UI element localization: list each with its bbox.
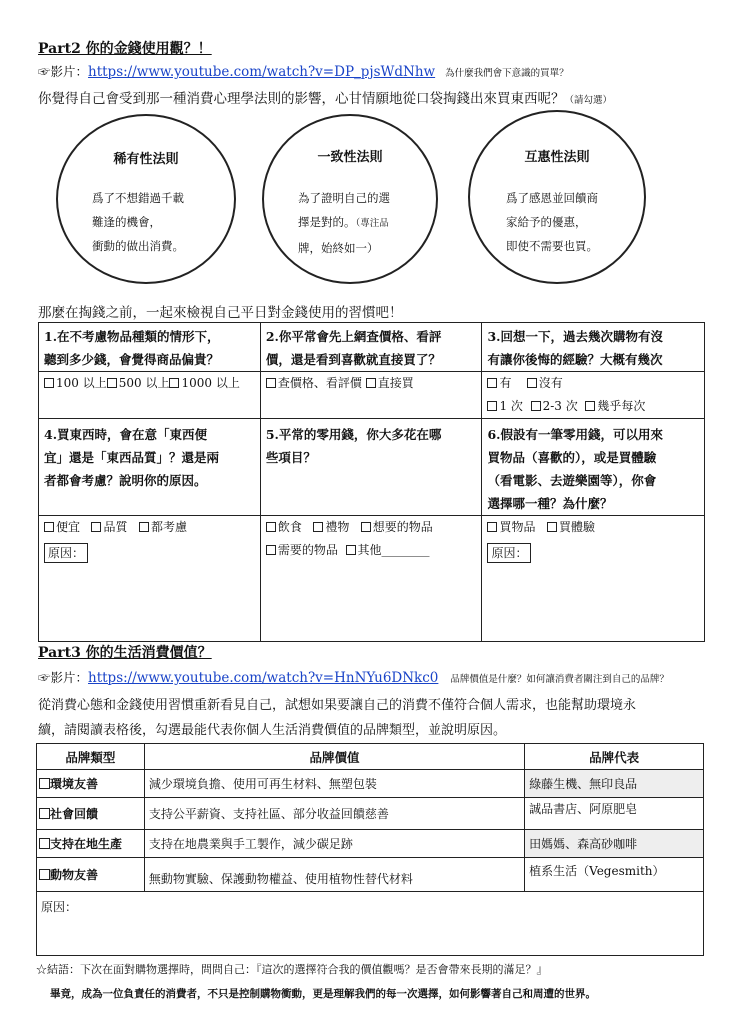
checkbox[interactable]	[44, 378, 54, 388]
option-label: 買體驗	[558, 520, 595, 534]
part2-video-link[interactable]: https://www.youtube.com/watch?v=DP_pjsWdNhw	[88, 64, 436, 80]
q-line: 聽到多少錢，會覺得商品偏貴？	[44, 352, 220, 367]
reason-cell[interactable]	[37, 892, 704, 956]
question-3	[482, 323, 705, 372]
reason-label: 原因：	[487, 543, 531, 563]
type-label: 社會回饋	[50, 807, 99, 821]
q-line: 有讓你後悔的經驗？大概有幾次	[487, 352, 663, 367]
part3-intro-1: 從消費心態和金錢使用習慣重新看見自己，試想如果要讓自己的消費不僅符合個人需求，也能幫助環境永	[38, 698, 637, 713]
brand-example: 誠品書店、阿原肥皂	[525, 798, 704, 830]
checkbox[interactable]	[39, 838, 50, 849]
option-label: 1000 以上	[181, 376, 240, 390]
brand-value: 支持公平薪資、支持社區、部分收益回饋慈善	[144, 798, 524, 830]
part2-video-note: 為什麼我們會下意識的買單？	[445, 68, 569, 79]
part2-question	[38, 87, 612, 107]
part3-video-note: 品牌價值是什麼？如何讓消費者關注到自己的品牌？	[450, 674, 669, 685]
reason-label: 原因：	[41, 900, 78, 914]
checkbox[interactable]	[313, 522, 323, 532]
q-line: 3.回想一下，過去幾次購物有沒	[487, 329, 664, 344]
circle-consistency	[262, 114, 438, 284]
part2-heading: Part2 你的金錢使用觀？！	[38, 41, 212, 57]
video-label: ☞影片：	[38, 64, 89, 79]
answer-6	[482, 516, 705, 642]
part3-video-line	[38, 668, 669, 686]
brand-example: 田媽媽、森高砂咖啡	[525, 830, 704, 858]
q-line: 者都會考慮？說明你的原因。	[44, 473, 207, 488]
checkbox[interactable]	[107, 378, 117, 388]
checkbox[interactable]	[366, 378, 376, 388]
option-label: 500 以上	[118, 376, 170, 390]
option-label: 查價格、看評價	[277, 376, 362, 390]
header-value: 品牌價值	[144, 744, 524, 770]
brand-example: 植系生活（Vegesmith）	[525, 858, 704, 892]
q-line: 價，還是看到喜歡就直接買了？	[265, 352, 441, 367]
checkbox[interactable]	[585, 401, 595, 411]
circle-title: 一致性法則	[317, 150, 383, 165]
question-5	[260, 419, 482, 516]
q-line: 2.你平常會先上網查價格、看評	[265, 329, 442, 344]
checkbox[interactable]	[547, 522, 557, 532]
circle-line: 爲了不想錯過千載	[92, 191, 184, 205]
brand-value: 無動物實驗、保護動物權益、使用植物性替代材料	[144, 858, 524, 892]
circle-line: 為了證明自己的選	[298, 191, 390, 205]
circle-line: 衝動的做出消費。	[92, 239, 184, 253]
option-label: 想要的物品	[372, 520, 433, 534]
checkbox[interactable]	[39, 778, 50, 789]
option-label: 禮物	[325, 520, 350, 534]
option-label: 1 次	[499, 399, 523, 413]
q-line: 宜」還是「東西品質」？還是兩	[44, 450, 220, 465]
option-label: 100 以上	[56, 376, 107, 390]
q-line: 買物品（喜歡的），或是買體驗	[487, 450, 657, 465]
circle-line: 牌，始終如一）	[298, 241, 379, 255]
q-line: 些項目？	[265, 450, 316, 465]
checkbox[interactable]	[44, 522, 54, 532]
checkbox[interactable]	[266, 378, 276, 388]
habit-intro: 那麼在掏錢之前，一起來檢視自己平日對金錢使用的習慣吧！	[38, 305, 403, 321]
brand-type	[37, 798, 145, 830]
brand-example: 綠藤生機、無印良品	[525, 770, 704, 798]
checkbox[interactable]	[139, 522, 149, 532]
video-label: ☞影片：	[38, 670, 89, 685]
brand-value: 支持在地農業與手工製作，減少碳足跡	[144, 830, 524, 858]
question-6	[482, 419, 705, 516]
circle-line: 擇是對的。	[298, 215, 356, 229]
part2-question-note: （請勾選）	[564, 95, 613, 106]
part3-heading: Part3 你的生活消費價值？	[38, 645, 212, 661]
circle-reciprocity	[468, 110, 646, 284]
circle-note: （專注品	[355, 218, 389, 229]
option-label: 其他________	[357, 543, 430, 557]
checkbox[interactable]	[487, 378, 497, 388]
checkbox[interactable]	[91, 522, 101, 532]
circle-line-group	[298, 214, 389, 230]
brand-type	[37, 770, 145, 798]
type-label: 環境友善	[50, 777, 99, 791]
brand-table	[36, 743, 704, 956]
option-label: 品質	[103, 520, 128, 534]
answer-1	[39, 372, 261, 419]
circle-line: 難逢的機會，	[92, 215, 161, 229]
habit-table	[38, 322, 705, 642]
brand-type	[37, 830, 145, 858]
option-label: 買物品	[499, 520, 536, 534]
brand-type	[37, 858, 145, 892]
q-line: （看電影、去遊樂園等），你會	[487, 473, 657, 488]
circle-title: 稀有性法則	[113, 152, 179, 167]
type-label: 支持在地生產	[50, 837, 123, 851]
question-4	[39, 419, 261, 516]
option-label: 飲食	[277, 520, 302, 534]
checkbox[interactable]	[361, 522, 371, 532]
reason-label: 原因：	[44, 543, 88, 563]
header-brand: 品牌代表	[525, 744, 704, 770]
q-line: 1.在不考慮物品種類的情形下，	[44, 329, 220, 344]
closing-statement: 畢竟，成為一位負責任的消費者，不只是控制購物衝動，更是理解我們的每一次選擇，如何影響著自己和周遭的世界。	[50, 988, 596, 1000]
circle-line: 家給予的優惠，	[506, 215, 587, 229]
question-2	[260, 323, 482, 372]
conclusion: ☆結語：下次在面對購物選擇時，問問自己：『這次的選擇符合我的價值觀嗎？是否會帶來長期的滿足？』	[36, 963, 548, 976]
part2-video-line	[38, 62, 569, 80]
part3-video-link[interactable]: https://www.youtube.com/watch?v=HnNYu6DNkc0	[88, 670, 439, 686]
circle-title: 互惠性法則	[524, 150, 590, 165]
answer-5	[260, 516, 482, 642]
option-label: 沒有	[538, 376, 563, 390]
checkbox[interactable]	[531, 401, 541, 411]
question-1	[39, 323, 261, 372]
circle-scarcity	[56, 114, 236, 284]
type-label: 動物友善	[50, 868, 99, 882]
option-label: 有	[499, 376, 512, 390]
header-type: 品牌類型	[37, 744, 145, 770]
part2-question-text: 你覺得自己會受到那一種消費心理學法則的影響，心甘情願地從口袋掏錢出來買東西呢？	[38, 91, 565, 107]
checkbox[interactable]	[487, 401, 497, 411]
checkbox[interactable]	[39, 869, 50, 880]
option-label: 2-3 次	[542, 399, 578, 413]
checkbox[interactable]	[346, 545, 356, 555]
option-label: 便宜	[56, 520, 81, 534]
option-label: 需要的物品	[277, 543, 338, 557]
q-line: 4.買東西時，會在意「東西便	[44, 427, 208, 442]
checkbox[interactable]	[266, 545, 276, 555]
answer-3	[482, 372, 705, 419]
option-label: 直接買	[377, 376, 414, 390]
circle-line: 即使不需要也買。	[506, 239, 598, 253]
checkbox[interactable]	[266, 522, 276, 532]
q-line: 5.平常的零用錢，你大多花在哪	[265, 427, 442, 442]
checkbox[interactable]	[527, 378, 537, 388]
circle-line: 爲了感恩並回饋商	[506, 191, 598, 205]
part3-intro-2: 續，請閱讀表格後，勾選最能代表你個人生活消費價值的品牌類型，並說明原因。	[38, 723, 507, 738]
checkbox[interactable]	[169, 378, 179, 388]
brand-value: 減少環境負擔、使用可再生材料、無塑包裝	[144, 770, 524, 798]
q-line: 選擇哪一種？為什麼？	[487, 496, 613, 511]
option-label: 都考慮	[150, 520, 187, 534]
answer-4	[39, 516, 261, 642]
checkbox[interactable]	[39, 808, 50, 819]
answer-2	[260, 372, 482, 419]
option-label: 幾乎每次	[597, 399, 646, 413]
q-line: 6.假設有一筆零用錢，可以用來	[487, 427, 664, 442]
checkbox[interactable]	[487, 522, 497, 532]
